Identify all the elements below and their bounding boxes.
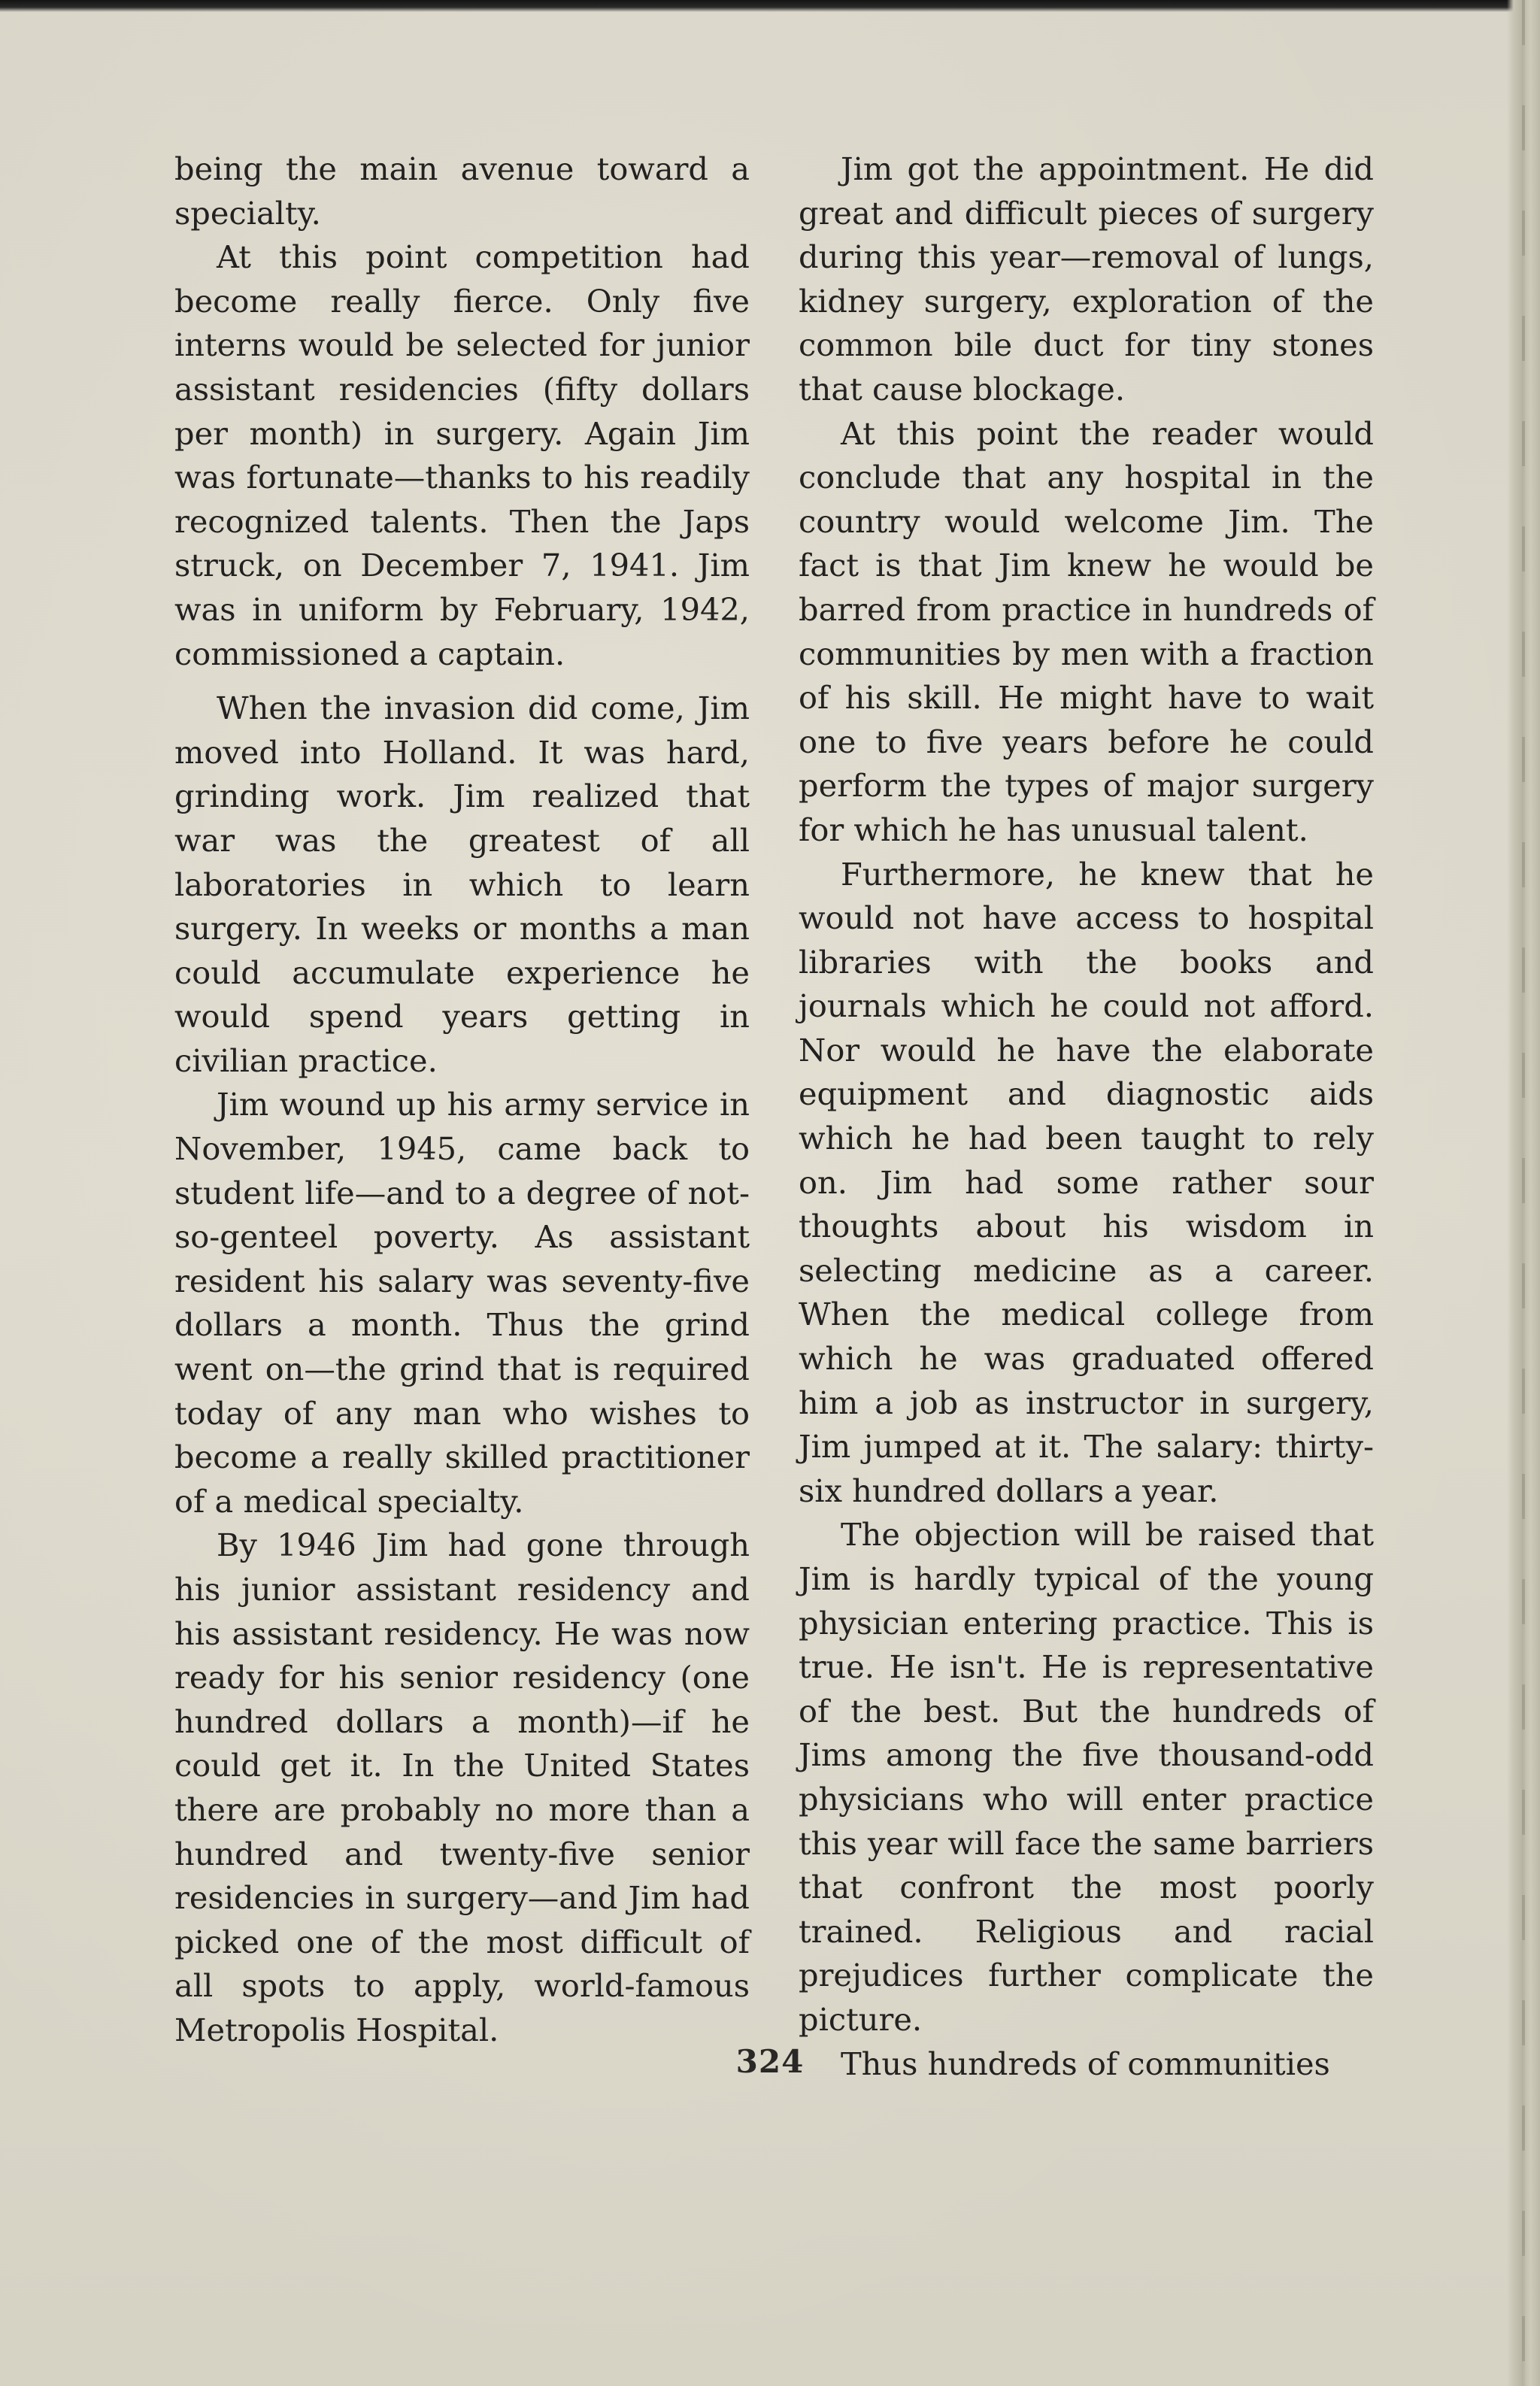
paragraph: By 1946 Jim had gone through his junior assistant residency and his assistant residency. He was now ready for his senior residency (one hundred dollars a month)—if he could get it. In the United States there are probably no more than a hundred and twenty-five senior residencies in surgery—and Jim had picked one of the most difficult of all spots to apply, world-famous Metropolis Hospital. — [174, 1526, 750, 2048]
binding-crease — [1522, 0, 1525, 2386]
right-column — [799, 147, 1374, 2086]
paragraph: At this point the reader would conclude that any hospital in the country would welcome Jim. The fact is that Jim knew he would be barred from practice in hundreds of communities by men with a fraction of his skill. He might have to wait one to five years before he could perform the types of major surgery for which he has unusual talent. — [799, 414, 1374, 848]
paragraph: Jim wound up his army service in November, 1945, came back to student life—and to a degree of not-so-genteel poverty. As assistant resident his salary was seventy-five dollars a month. Thus the grind went on—the grind that is required today of any man who wishes to become a really skilled practitioner of a medical specialty. — [174, 1086, 750, 1520]
paragraph: being the main avenue toward a specialty. — [174, 150, 750, 232]
left-column — [174, 147, 750, 2053]
paragraph: When the invasion did come, Jim moved into Holland. It was hard, grinding work. Jim realized that war was the greatest of all laboratories in which to learn surgery. In weeks or months a man could accumulate experience he would spend years getting in civilian practice. — [174, 690, 750, 1079]
page-top-edge — [0, 0, 1540, 12]
book-binding-edge — [1507, 0, 1540, 2386]
paragraph: Thus hundreds of communities — [841, 2045, 1330, 2082]
page-number: 324 — [735, 2043, 805, 2080]
paragraph: The objection will be raised that Jim is hardly typical of the young physician entering practice. This is true. He isn't. He is representative of the best. But the hundreds of Jims among the five thousand-odd physicians who will enter practice this year will face the same barriers that confront the most poorly trained. Religious and racial prejudices further complicate the picture. — [799, 1516, 1374, 2038]
paragraph: Furthermore, he knew that he would not have access to hospital libraries with the books and journals which he could not afford. Nor would he have the elaborate equipment and diagnostic aids which he had been taught to rely on. Jim had some rather sour thoughts about his wisdom in selecting medicine as a career. When the medical college from which he was graduated offered him a job as instructor in surgery, Jim jumped at it. The salary: thirty-six hundred dollars a year. — [799, 855, 1374, 1509]
paragraph: Jim got the appointment. He did great and difficult pieces of surgery during this year—removal of lungs, kidney surgery, exploration of the common bile duct for tiny stones that cause blockage. — [799, 150, 1374, 408]
paragraph: At this point competition had become really fierce. Only five interns would be selected for junior assistant residencies (fifty dollars per month) in surgery. Again Jim was fortunate—thanks to his readily recognized talents. Then the Japs struck, on December 7, 1941. Jim was in uniform by February, 1942, commissioned a captain. — [174, 238, 750, 672]
